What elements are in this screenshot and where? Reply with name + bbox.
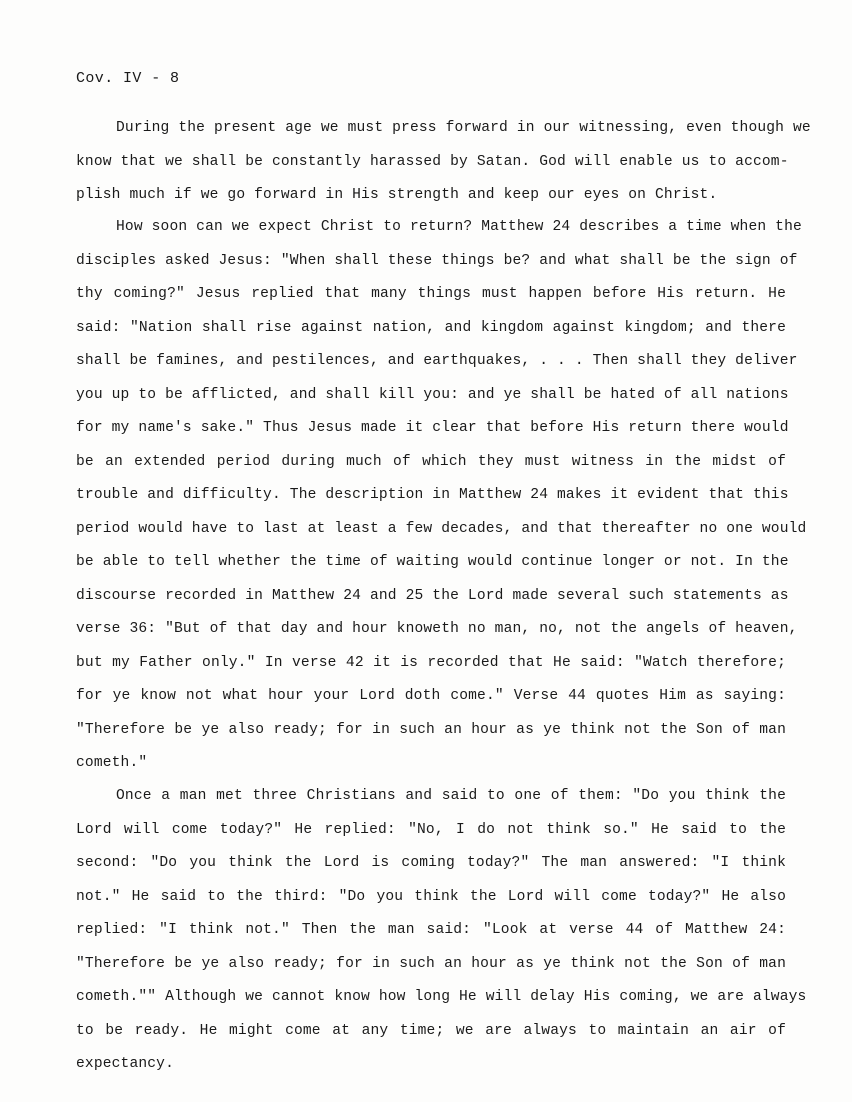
text-line: for my name's sake." Thus Jesus made it clear that before His return there would [76, 420, 789, 436]
text-line: replied: "I think not." Then the man said: "Look at verse 44 of Matthew 24: [76, 922, 786, 938]
text-line: shall be famines, and pestilences, and earthquakes, . . . Then shall they deliver [76, 353, 798, 369]
text-line: be able to tell whether the time of waiting would continue longer or not. In the [76, 554, 789, 570]
text-line: discourse recorded in Matthew 24 and 25 the Lord made several such statements as [76, 587, 789, 604]
page-header: Cov. IV - 8 [76, 70, 180, 87]
text-line: "Therefore be ye also ready; for in such an hour as ye think not the Son of man [76, 955, 786, 972]
text-line: for ye know not what hour your Lord doth come." Verse 44 quotes Him as saying: [76, 688, 786, 704]
text-line: verse 36: "But of that day and hour knoweth no man, no, not the angels of heaven, [76, 621, 798, 637]
text-line: to be ready. He might come at any time; we are always to maintain an air of [76, 1022, 786, 1039]
text-line: know that we shall be constantly harassed by Satan. God will enable us to accom- [76, 153, 789, 170]
text-line: be an extended period during much of which they must witness in the midst of [76, 453, 786, 470]
paragraph-3 [76, 780, 807, 1082]
text-line: Lord will come today?" He replied: "No, I do not think so." He said to the [76, 821, 786, 838]
text-line: How soon can we expect Christ to return? Matthew 24 describes a time when the [116, 219, 802, 235]
text-line: thy coming?" Jesus replied that many things must happen before His return. He [76, 286, 786, 302]
text-line: cometh."" Although we cannot know how long He will delay His coming, we are always [76, 989, 807, 1005]
text-line: expectancy. [76, 1056, 174, 1072]
text-line: not." He said to the third: "Do you think the Lord will come today?" He also [76, 888, 786, 905]
text-line: plish much if we go forward in His strength and keep our eyes on Christ. [76, 187, 718, 203]
text-line: but my Father only." In verse 42 it is recorded that He said: "Watch therefore; [76, 654, 786, 671]
text-line: disciples asked Jesus: "When shall these things be? and what shall be the sign of [76, 252, 798, 269]
text-line: During the present age we must press forward in our witnessing, even though we [116, 120, 811, 136]
paragraph-2 [76, 211, 807, 781]
text-line: cometh." [76, 755, 148, 771]
text-line: Once a man met three Christians and said to one of them: "Do you think the [116, 788, 786, 804]
text-line: period would have to last at least a few decades, and that thereafter no one would [76, 520, 807, 537]
text-line: you up to be afflicted, and shall kill you: and ye shall be hated of all nations [76, 386, 789, 403]
text-line: second: "Do you think the Lord is coming today?" The man answered: "I think [76, 855, 786, 871]
paragraph-1 [76, 112, 811, 213]
text-line: trouble and difficulty. The description in Matthew 24 makes it evident that this [76, 487, 789, 503]
text-line: said: "Nation shall rise against nation, and kingdom against kingdom; and there [76, 319, 786, 336]
text-line: "Therefore be ye also ready; for in such an hour as ye think not the Son of man [76, 721, 786, 738]
